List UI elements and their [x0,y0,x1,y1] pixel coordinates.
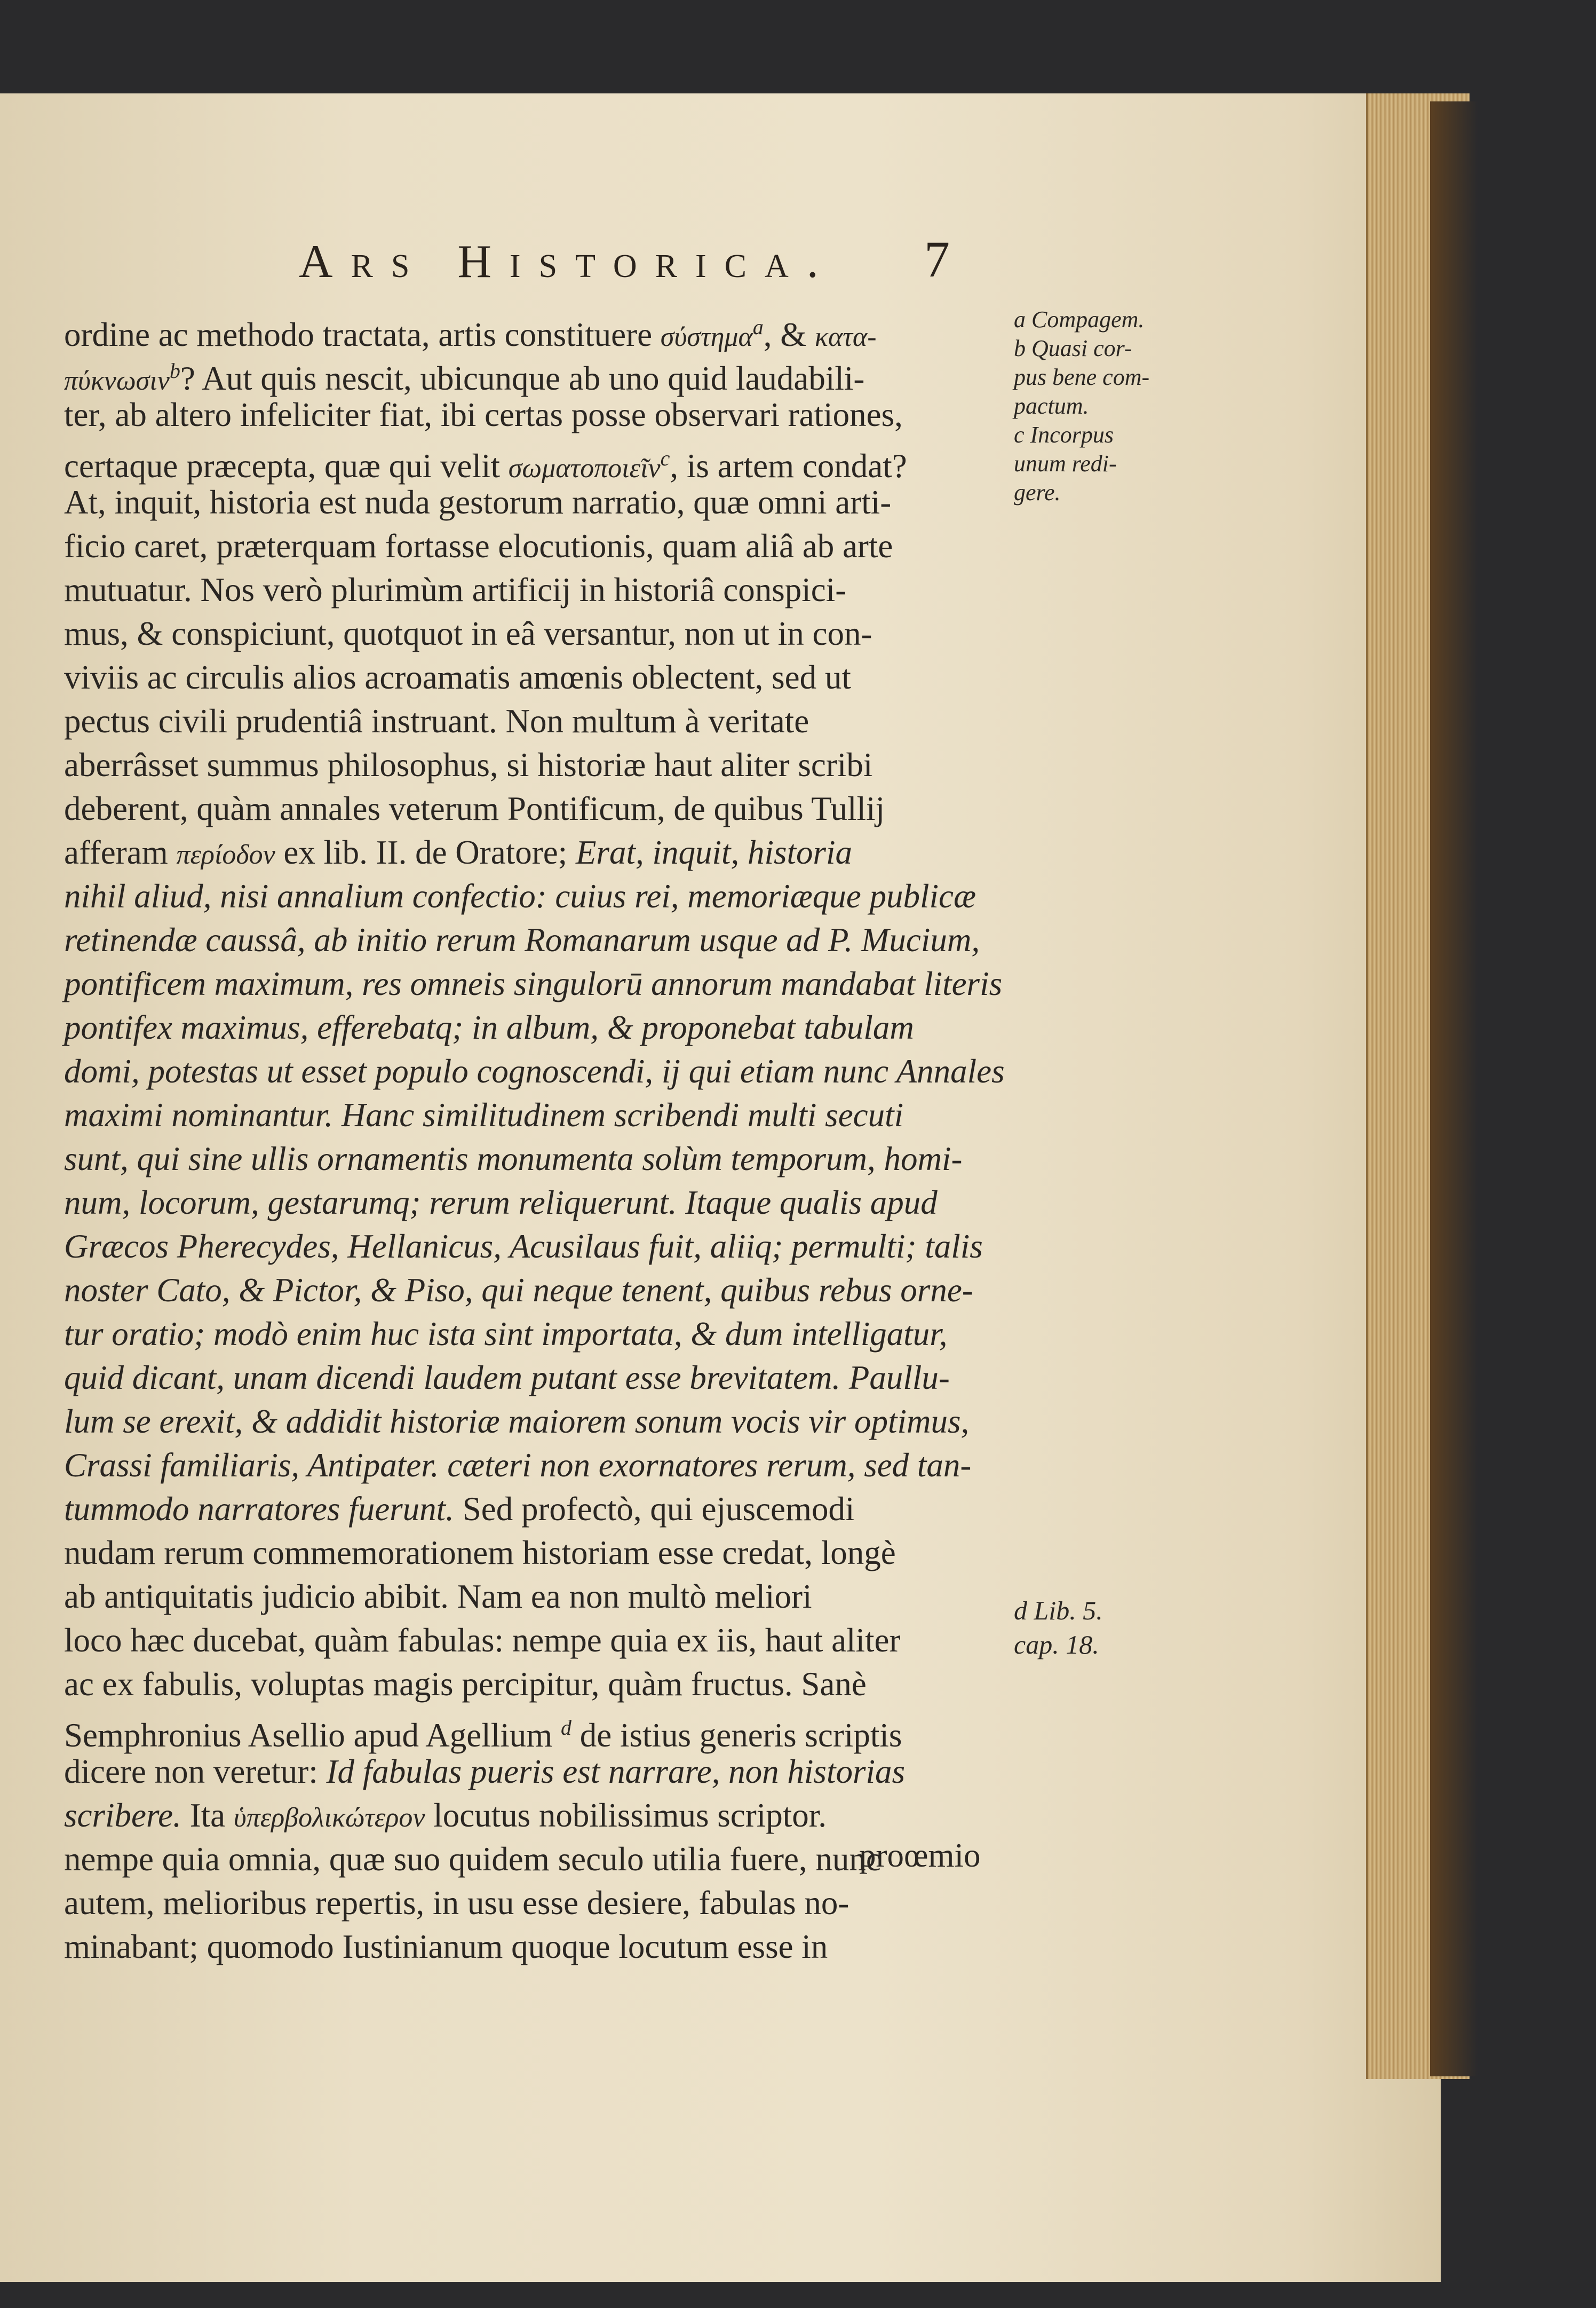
text-span: ex lib. II. de Oratore; [275,834,576,871]
main-text [64,305,1014,1969]
text-line [64,743,1014,787]
margin-note: pactum. [1014,393,1089,419]
text-span: aberrâsset summus philosophus, si historiæ haut aliter scribi [64,746,873,784]
text-span: ac ex fabulis, voluptas magis percipitur, quàm fructus. Sanè [64,1665,867,1703]
text-line [64,1181,1014,1224]
text-line [64,1356,1014,1400]
text-span: minabant; quomodo Iustinianum quoque locutum esse in [64,1928,828,1965]
text-line [64,1224,1014,1268]
text-line [64,1793,1014,1837]
margin-note: d Lib. 5. [1014,1595,1103,1625]
book-cover-edge [1430,101,1478,2076]
text-span: Semphronius Asellio apud Agellium [64,1717,561,1754]
greek-word: σύστημα [660,322,753,352]
text-span: , is artem condat? [670,447,907,485]
text-span: ficio caret, præterquam fortasse elocutionis, quam aliâ ab arte [64,527,893,565]
running-header [299,231,950,294]
text-line [64,568,1014,612]
text-span: afferam [64,834,177,871]
margin-notes-lower [1014,1593,1179,1662]
note-reference: d [560,1716,571,1740]
text-line [64,480,1014,524]
text-line [64,349,1014,397]
text-line [64,1750,1014,1793]
text-span: scribere. [64,1797,181,1834]
text-span: Erat, inquit, historia [575,834,852,871]
margin-note: c Incorpus [1014,422,1114,448]
text-line [64,612,1014,655]
page-number: 7 [924,231,950,288]
running-title: Ars Historica. [299,236,837,288]
text-span: Ita [181,1797,234,1834]
text-line [64,1312,1014,1356]
text-span: pectus civili prudentiâ instruant. Non multum à veritate [64,702,809,740]
text-span: certaque præcepta, quæ qui velit [64,447,509,485]
text-span: mus, & conspiciunt, quotquot in eâ versantur, non ut in con- [64,615,872,652]
text-line [64,1706,1014,1754]
text-span: quid dicant, unam dicendi laudem putant esse brevitatem. Paullu- [64,1359,950,1396]
text-span: loco hæc ducebat, quàm fabulas: nempe quia ex iis, haut aliter [64,1622,901,1659]
text-line [64,1487,1014,1531]
text-line [64,874,1014,918]
text-span: de istius generis scriptis [571,1717,902,1754]
text-line [64,787,1014,831]
text-line [64,1925,1014,1969]
text-span: num, locorum, gestarumq; rerum reliquerunt. Itaque qualis apud [64,1184,938,1221]
text-span: , & [763,316,815,353]
text-span: Id fabulas pueris est narrare, non historias [326,1753,905,1790]
greek-word: περίοδον [176,840,275,870]
text-line [64,918,1014,962]
text-span: ter, ab altero infeliciter fiat, ibi certas posse observari rationes, [64,396,903,433]
text-line [64,305,1014,353]
text-span: ? Aut quis nescit, ubicunque ab uno quid laudabili- [180,360,865,397]
text-line [64,1575,1014,1618]
text-span: locutus nobilissimus scriptor. [425,1797,827,1834]
text-span: ab antiquitatis judicio abibit. Nam ea non multò meliori [64,1578,812,1615]
text-span: pontificem maximum, res omneis singulorū annorum mandabat literis [64,965,1003,1002]
greek-word: σωματοποιεῖν [508,453,661,484]
greek-word: ὑπερβολικώτερον [233,1803,425,1833]
text-line [64,1531,1014,1575]
text-span: Crassi familiaris, Antipater. cæteri non exornatores rerum, sed tan- [64,1447,972,1484]
text-line [64,831,1014,874]
text-span: maximi nominantur. Hanc similitudinem scribendi multi secuti [64,1096,904,1134]
note-reference: b [169,359,180,383]
text-span: tur oratio; modò enim huc ista sint importata, & dum intelligatur, [64,1315,948,1353]
text-line [64,1618,1014,1662]
margin-note: pus bene com- [1014,364,1150,390]
text-span: domi, potestas ut esset populo cognoscendi, ij qui etiam nunc Annales [64,1053,1005,1090]
text-span: noster Cato, & Pictor, & Piso, qui neque tenent, quibus rebus orne- [64,1271,973,1309]
text-line [64,962,1014,1006]
text-span: sunt, qui sine ullis ornamentis monumenta solùm temporum, homi- [64,1140,963,1177]
note-reference: c [660,446,670,470]
text-span: nihil aliud, nisi annalium confectio: cuius rei, memoriæque publicæ [64,878,976,915]
text-line [64,1400,1014,1443]
margin-note: b Quasi cor- [1014,335,1132,361]
text-line [64,1268,1014,1312]
text-line [64,437,1014,485]
note-reference: a [752,315,764,339]
text-span: dicere non veretur: [64,1753,327,1790]
text-line [64,524,1014,568]
margin-notes [1014,305,1179,507]
text-line [64,655,1014,699]
text-line [64,1881,1014,1925]
greek-word: πύκνωσιν [64,366,170,396]
text-span: Sed profectò, qui ejuscemodi [454,1490,855,1528]
text-span: At, inquit, historia est nuda gestorum narratio, quæ omni arti- [64,484,892,521]
text-span: autem, melioribus repertis, in usu esse desiere, fabulas no- [64,1884,849,1922]
greek-word: κατα- [815,322,877,352]
text-span: viviis ac circulis alios acroamatis amœnis oblectent, sed ut [64,659,851,696]
text-span: nempe quia omnia, quæ suo quidem seculo utilia fuere, nunc [64,1840,881,1878]
text-line [64,1093,1014,1137]
text-line [64,393,1014,437]
margin-note: a Compagem. [1014,306,1145,333]
text-line [64,1662,1014,1706]
catchword: proœmio [859,1837,981,1874]
text-span: lum se erexit, & addidit historiæ maiorem sonum vocis vir optimus, [64,1403,970,1440]
text-line [64,699,1014,743]
text-line [64,1137,1014,1181]
text-span: mutuatur. Nos verò plurimùm artificij in historiâ conspici- [64,571,847,608]
text-span: retinendæ caussâ, ab initio rerum Romanarum usque ad P. Mucium, [64,921,980,959]
text-line [64,1006,1014,1049]
text-span: nudam rerum commemorationem historiam esse credat, longè [64,1534,896,1571]
text-line [64,1443,1014,1487]
margin-note: cap. 18. [1014,1630,1099,1659]
text-line [64,1049,1014,1093]
text-span: pontifex maximus, efferebatq; in album, & proponebat tabulam [64,1009,914,1046]
text-span: ordine ac methodo tractata, artis constituere [64,316,661,353]
text-span: Græcos Pherecydes, Hellanicus, Acusilaus fuit, aliiq; permulti; talis [64,1228,983,1265]
margin-note: unum redi- [1014,450,1117,477]
text-span: tummodo narratores fuerunt. [64,1490,454,1528]
margin-note: gere. [1014,479,1061,505]
text-span: deberent, quàm annales veterum Pontificum, de quibus Tullij [64,790,885,827]
